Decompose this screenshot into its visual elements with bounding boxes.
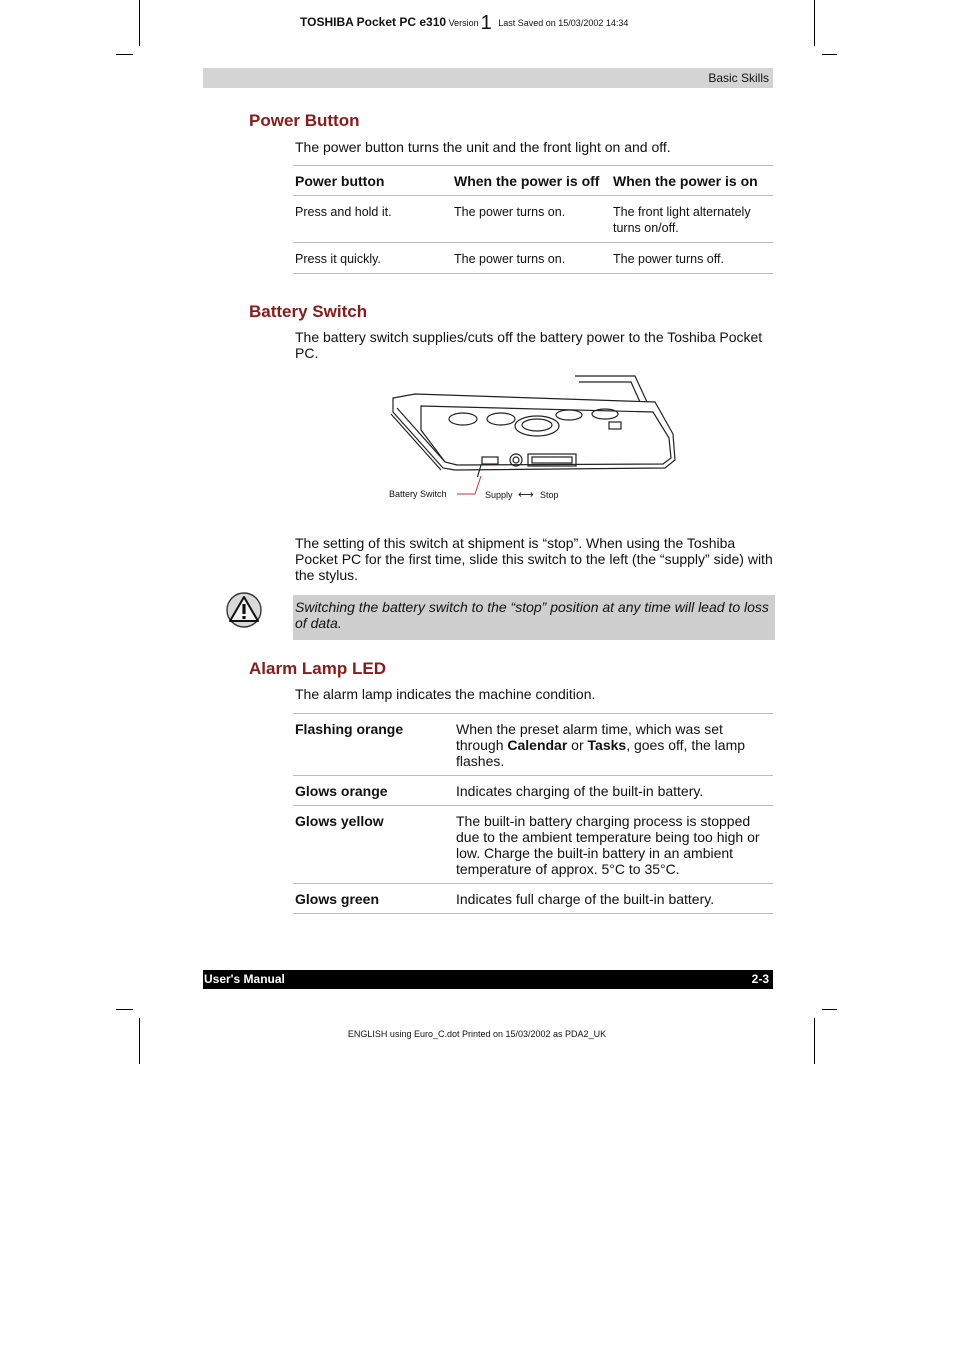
table-row xyxy=(293,243,773,274)
lamp-state-label: Glows orange xyxy=(293,776,454,806)
table-row xyxy=(293,776,773,806)
crop-mark xyxy=(139,1018,140,1064)
table-cell: The power turns on. xyxy=(452,196,611,243)
document-header xyxy=(300,12,628,35)
table-cell: The front light alternately turns on/off. xyxy=(611,196,773,243)
manual-name: User's Manual xyxy=(204,972,285,986)
section-header-bar xyxy=(203,68,773,88)
print-info: ENGLISH using Euro_C.dot Printed on 15/03/2002 as PDA2_UK xyxy=(347,1029,607,1039)
caution-box xyxy=(293,595,775,640)
crop-mark xyxy=(822,1009,837,1010)
battery-switch-callout: Battery Switch xyxy=(389,489,447,499)
column-header: When the power is on xyxy=(611,166,773,196)
lamp-state-label: Flashing orange xyxy=(293,714,454,776)
lamp-state-description: Indicates charging of the built-in battery. xyxy=(454,776,773,806)
stop-label: Stop xyxy=(540,490,559,500)
column-header: When the power is off xyxy=(452,166,611,196)
alarm-lamp-heading: Alarm Lamp LED xyxy=(249,659,386,678)
caution-text: Switching the battery switch to the “stop” position at any time will lead to loss of data. xyxy=(295,599,769,631)
crop-mark xyxy=(814,0,815,46)
table-row xyxy=(293,196,773,243)
table-cell: The power turns off. xyxy=(611,243,773,274)
table-cell: The power turns on. xyxy=(452,243,611,274)
crop-mark xyxy=(116,54,133,55)
description-text: , goes off, the lamp flashes. xyxy=(456,737,746,769)
lamp-state-description: Indicates full charge of the built-in battery. xyxy=(454,884,773,914)
caution-icon xyxy=(225,591,263,629)
crop-mark xyxy=(139,0,140,46)
lamp-state-label: Glows green xyxy=(293,884,454,914)
calendar-term: Calendar xyxy=(507,737,568,753)
lamp-state-description xyxy=(454,714,773,776)
column-header: Power button xyxy=(293,166,452,196)
version-number: 1 xyxy=(480,12,492,34)
table-row xyxy=(293,884,773,914)
power-button-table xyxy=(293,165,773,274)
tasks-term: Tasks xyxy=(587,737,627,753)
product-name: TOSHIBA Pocket PC e310 xyxy=(300,15,447,29)
power-button-intro: The power button turns the unit and the front light on and off. xyxy=(295,139,671,155)
lamp-state-label: Glows yellow xyxy=(293,806,454,884)
table-row xyxy=(293,806,773,884)
battery-switch-setting-text: The setting of this switch at shipment is “stop”. When using the Toshiba Pocket PC for the first time, slide this switch to the left (the “supply” side) with the stylus. xyxy=(295,535,773,583)
double-arrow-icon: ⟷ xyxy=(518,489,534,501)
table-row xyxy=(293,714,773,776)
battery-switch-heading: Battery Switch xyxy=(249,302,368,321)
pocket-pc-bottom-illustration xyxy=(385,372,685,477)
description-text: or xyxy=(567,737,588,753)
crop-mark xyxy=(116,1009,133,1010)
section-name: Basic Skills xyxy=(708,71,769,85)
supply-label: Supply xyxy=(485,490,513,500)
power-button-heading: Power Button xyxy=(249,111,360,130)
page-number: 2-3 xyxy=(751,972,769,986)
table-cell: Press and hold it. xyxy=(293,196,452,243)
battery-switch-intro: The battery switch supplies/cuts off the battery power to the Toshiba Pocket PC. xyxy=(295,329,763,361)
lamp-state-description: The built-in battery charging process is stopped due to the ambient temperature being too high or low. Charge the built-in battery in an ambient temperature of approx. 5°C to 35°C. xyxy=(454,806,773,884)
last-saved: Last Saved on 15/03/2002 14:34 xyxy=(498,18,629,28)
footer-bar xyxy=(203,970,773,989)
alarm-lamp-intro: The alarm lamp indicates the machine condition. xyxy=(295,686,596,702)
version-label: Version xyxy=(448,18,479,28)
crop-mark xyxy=(822,54,837,55)
table-header-row xyxy=(293,166,773,196)
table-cell: Press it quickly. xyxy=(293,243,452,274)
alarm-lamp-table xyxy=(293,713,773,914)
crop-mark xyxy=(814,1018,815,1064)
description-text: When the preset alarm time, which was set through xyxy=(456,721,723,753)
